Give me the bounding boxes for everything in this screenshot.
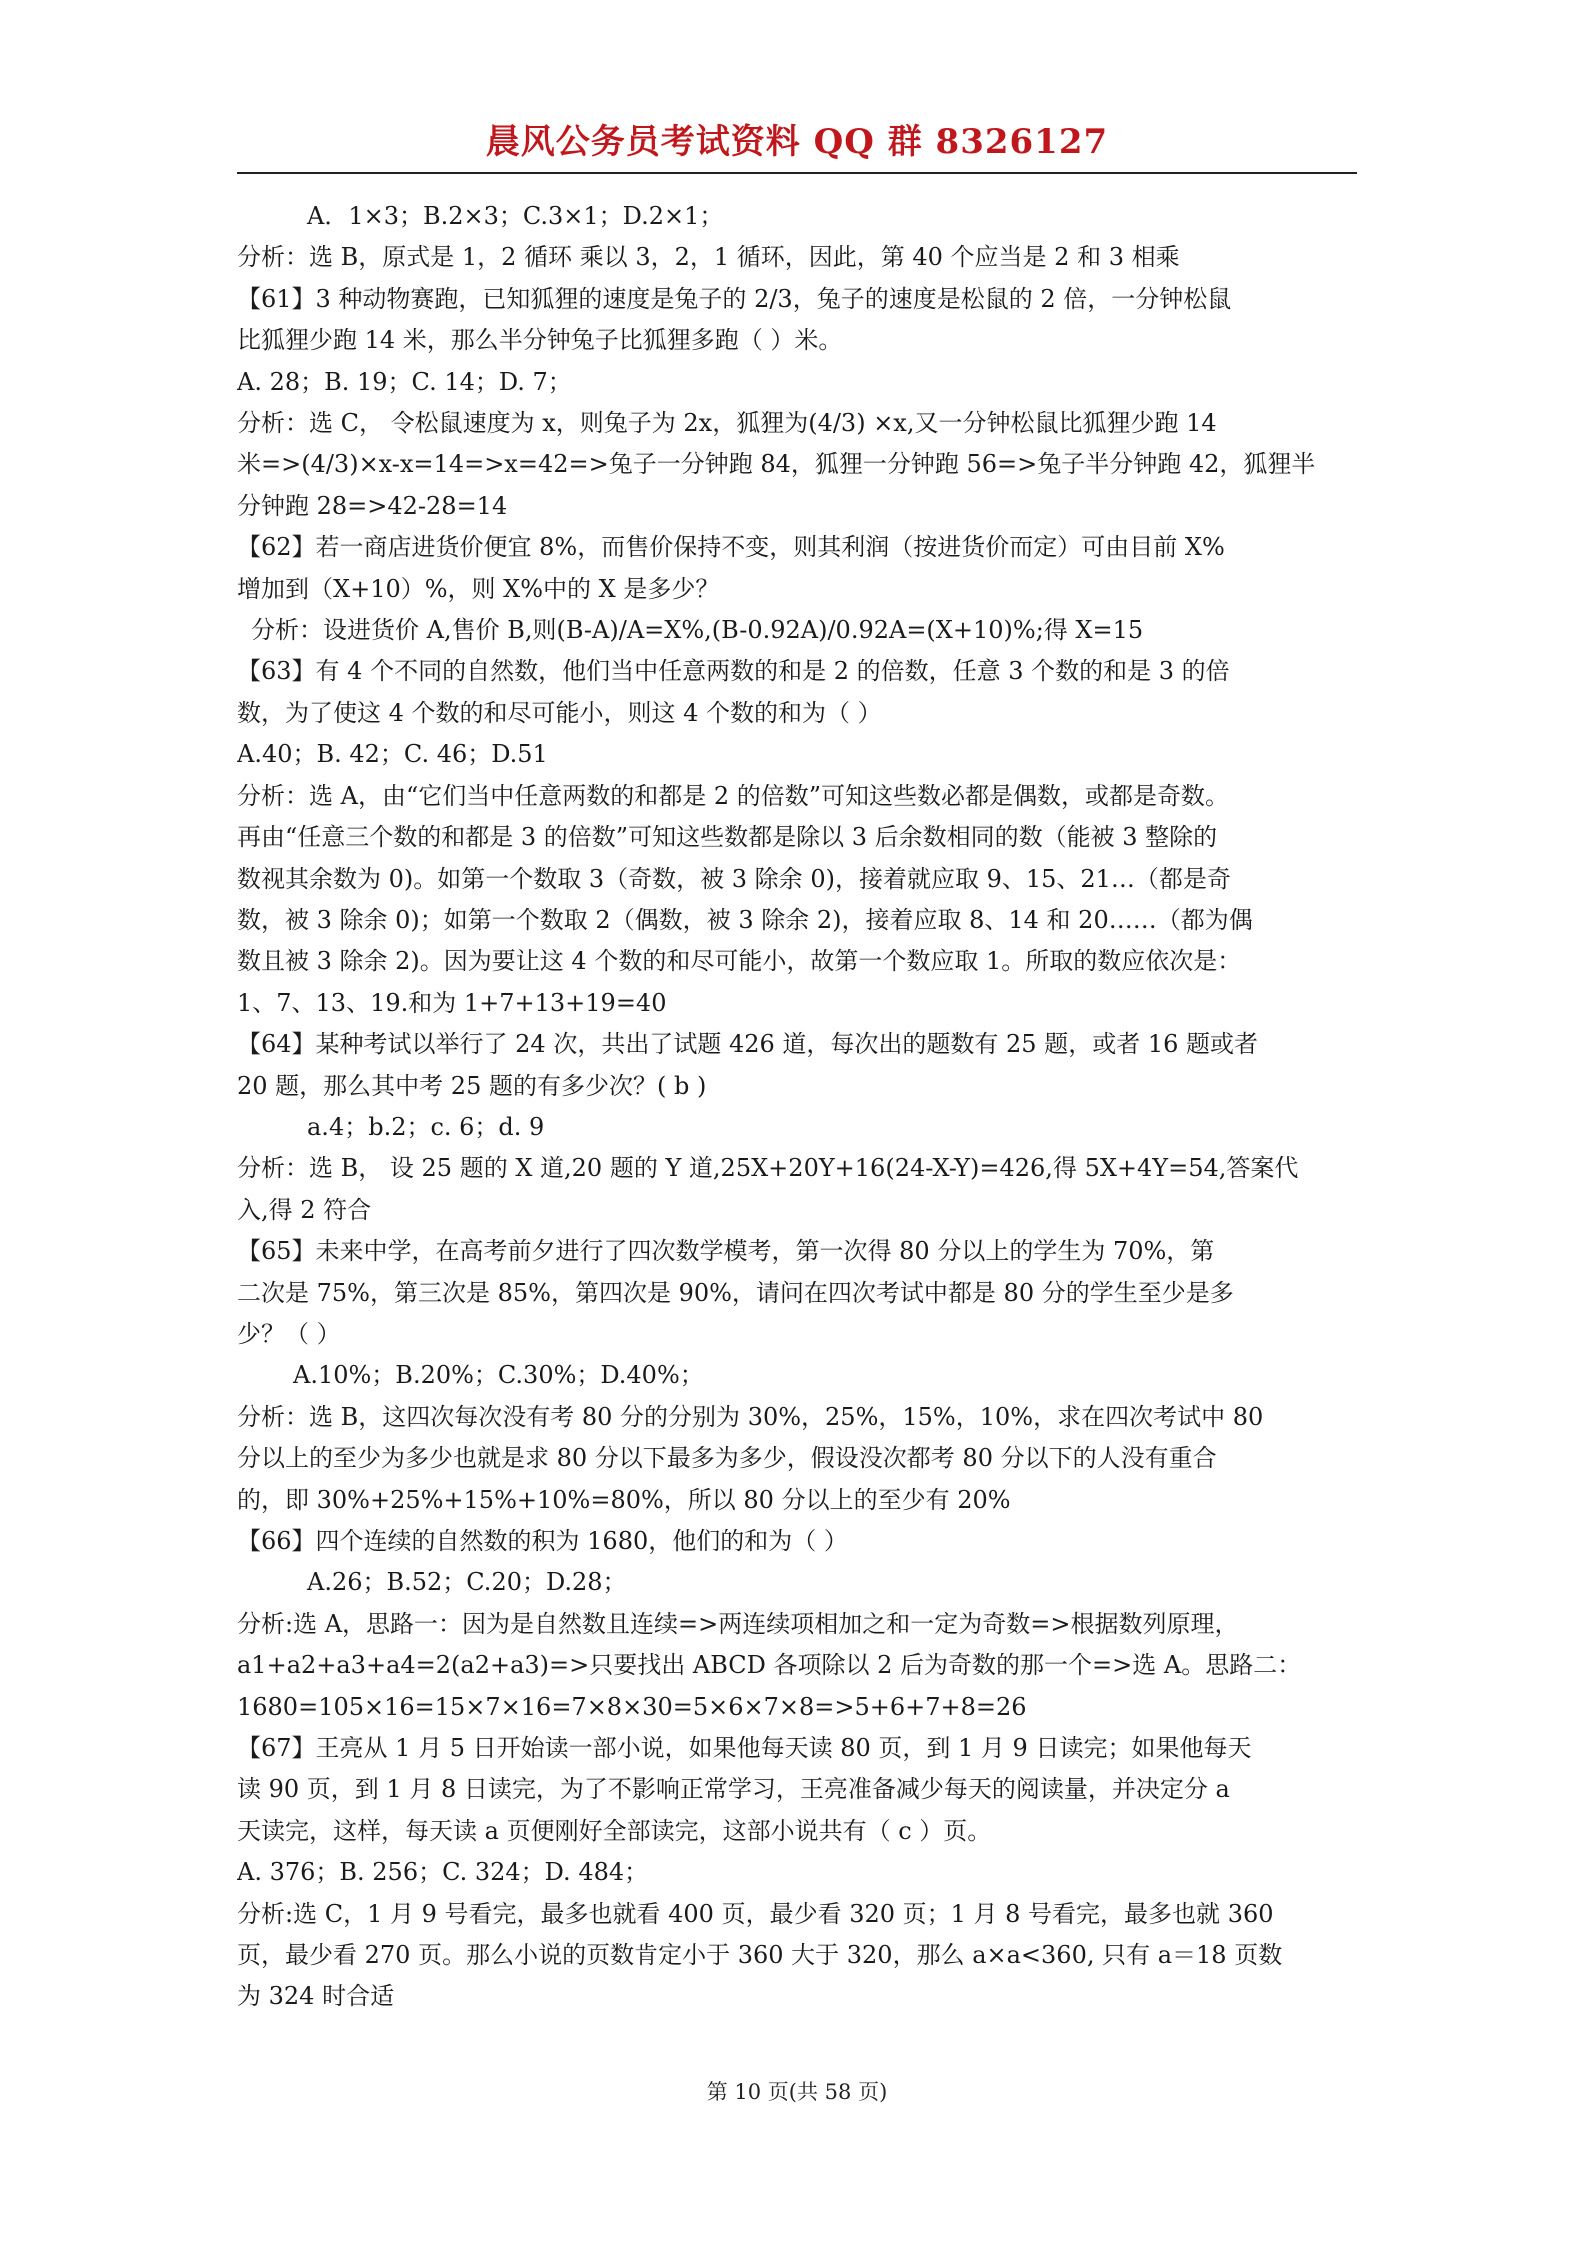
text-line: 读 90 页，到 1 月 8 日读完，为了不影响正常学习，王亮准备减少每天的阅读量，并决定分 a bbox=[237, 1775, 1230, 1804]
text-line: 天读完，这样，每天读 a 页便刚好全部读完，这部小说共有（ c ）页。 bbox=[237, 1816, 992, 1845]
text-line: 分析：选 B， 设 25 题的 X 道,20 题的 Y 道,25X+20Y+16(24-X-Y)=426,得 5X+4Y=54,答案代 bbox=[237, 1154, 1299, 1183]
text-line: A．1×3；B.2×3；C.3×1；D.2×1； bbox=[307, 202, 724, 230]
text-line: 【62】若一商店进货价便宜 8%，而售价保持不变，则其利润（按进货价而定）可由目前 X% bbox=[237, 533, 1225, 562]
text-line: 分析：选 B，原式是 1，2 循环 乘以 3，2，1 循环，因此，第 40 个应当是 2 和 3 相乘 bbox=[237, 243, 1180, 272]
text-line: 为 324 时合适 bbox=[237, 1982, 395, 2011]
text-line: a.4；b.2；c. 6；d. 9 bbox=[307, 1112, 545, 1141]
text-line: A. 28；B. 19；C. 14；D. 7； bbox=[237, 367, 572, 396]
text-line: 数，为了使这 4 个数的和尽可能小，则这 4 个数的和为（ ） bbox=[237, 698, 882, 727]
document-body bbox=[237, 196, 1355, 2018]
text-line: 分析：选 B，这四次每次没有考 80 分的分别为 30%，25%，15%，10%，求在四次考试中 80 bbox=[237, 1402, 1264, 1431]
text-line: 1680=105×16=15×7×16=7×8×30=5×6×7×8=>5+6+7+8=26 bbox=[237, 1692, 1027, 1721]
text-line: 分析:选 A，思路一：因为是自然数且连续=>两连续项相加之和一定为奇数=>根据数列原理， bbox=[237, 1609, 1239, 1638]
text-line: A. 376；B. 256；C. 324；D. 484； bbox=[237, 1858, 649, 1887]
text-line: 【63】有 4 个不同的自然数，他们当中任意两数的和是 2 的倍数，任意 3 个数的和是 3 的倍 bbox=[237, 657, 1230, 686]
page-number: 第 10 页(共 58 页) bbox=[706, 2080, 888, 2104]
text-line: 数且被 3 除余 2)。因为要让这 4 个数的和尽可能小，故第一个数应取 1。所取的数应依次是： bbox=[237, 947, 1242, 976]
text-line: 【61】3 种动物赛跑，已知狐狸的速度是兔子的 2/3，兔子的速度是松鼠的 2 倍，一分钟松鼠 bbox=[237, 284, 1232, 313]
text-line: 分析：选 A，由“它们当中任意两数的和都是 2 的倍数”可知这些数必都是偶数，或都是奇数。 bbox=[237, 781, 1230, 810]
text-line: 比狐狸少跑 14 米，那么半分钟兔子比狐狸多跑（ ）米。 bbox=[237, 326, 843, 355]
text-line: 米=>(4/3)×x-x=14=>x=42=>兔子一分钟跑 84，狐狸一分钟跑 56=>兔子半分钟跑 42，狐狸半 bbox=[237, 450, 1316, 479]
text-line: 增加到（X+10）%，则 X%中的 X 是多少？ bbox=[237, 574, 720, 603]
page-header bbox=[237, 120, 1357, 174]
text-line: a1+a2+a3+a4=2(a2+a3)=>只要找出 ABCD 各项除以 2 后为奇数的那一个=>选 A。思路二： bbox=[237, 1651, 1302, 1680]
text-line: 入,得 2 符合 bbox=[237, 1195, 372, 1224]
text-line: 分析:选 C，1 月 9 号看完，最多也就看 400 页，最少看 320 页；1 月 8 号看完，最多也就 360 bbox=[237, 1899, 1274, 1928]
text-line: 数视其余数为 0)。如第一个数取 3（奇数，被 3 除余 0)，接着就应取 9、15、21…（都是奇 bbox=[237, 864, 1231, 893]
text-line: 分以上的至少为多少也就是求 80 分以下最多为多少，假设没次都考 80 分以下的人没有重合 bbox=[237, 1444, 1217, 1473]
text-line: 【64】某种考试以举行了 24 次，共出了试题 426 道，每次出的题数有 25 题，或者 16 题或者 bbox=[237, 1030, 1258, 1059]
text-line: A.10%；B.20%；C.30%；D.40%； bbox=[293, 1361, 704, 1390]
text-line: 页，最少看 270 页。那么小说的页数肯定小于 360 大于 320，那么 a×a<360, 只有 a＝18 页数 bbox=[237, 1941, 1283, 1970]
text-line: 的，即 30%+25%+15%+10%=80%，所以 80 分以上的至少有 20% bbox=[237, 1485, 1011, 1514]
text-line: 分析：设进货价 A,售价 B,则(B-A)/A=X%,(B-0.92A)/0.92A=(X+10)%;得 X=15 bbox=[251, 616, 1144, 645]
text-line: 1、7、13、19.和为 1+7+13+19=40 bbox=[237, 988, 667, 1017]
text-line: 分析：选 C， 令松鼠速度为 x，则兔子为 2x，狐狸为(4/3) ×x,又一分钟松鼠比狐狸少跑 14 bbox=[237, 409, 1217, 438]
text-line: 【67】王亮从 1 月 5 日开始读一部小说，如果他每天读 80 页，到 1 月 9 日读完；如果他每天 bbox=[237, 1734, 1252, 1763]
text-line: 少？（ ） bbox=[237, 1319, 341, 1348]
text-line: 20 题，那么其中考 25 题的有多少次？( b ) bbox=[237, 1071, 707, 1100]
text-line: 再由“任意三个数的和都是 3 的倍数”可知这些数都是除以 3 后余数相同的数（能被 3 整除的 bbox=[237, 823, 1218, 852]
text-line: A.26；B.52；C.20；D.28； bbox=[307, 1568, 627, 1597]
text-line: 数，被 3 除余 0)；如第一个数取 2（偶数，被 3 除余 2)，接着应取 8、14 和 20……（都为偶 bbox=[237, 905, 1253, 934]
header-title: 晨风公务员考试资料 QQ 群 8326127 bbox=[485, 122, 1109, 162]
text-line: 【66】四个连续的自然数的积为 1680，他们的和为（ ） bbox=[237, 1527, 848, 1555]
text-line: 分钟跑 28=>42-28=14 bbox=[237, 491, 508, 520]
text-line: A.40；B. 42；C. 46；D.51 bbox=[237, 740, 548, 769]
text-line: 【65】未来中学，在高考前夕进行了四次数学模考，第一次得 80 分以上的学生为 70%，第 bbox=[237, 1237, 1215, 1266]
text-line: 二次是 75%，第三次是 85%，第四次是 90%，请问在四次考试中都是 80 分的学生至少是多 bbox=[237, 1278, 1234, 1307]
